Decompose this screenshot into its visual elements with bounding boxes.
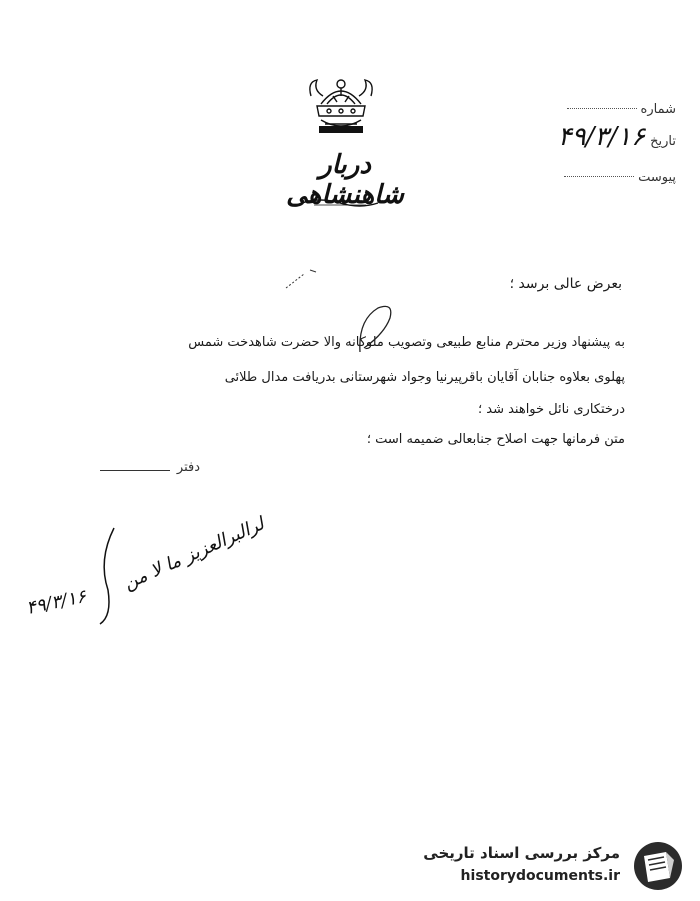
paragraph-line: درختکاری نائل خواهند شد ؛ [477, 402, 625, 417]
handwritten-loop [350, 300, 410, 360]
salutation: بعرض عالی برسد ؛ [509, 276, 622, 292]
document-archive-icon [630, 840, 686, 892]
attachment-line [564, 176, 634, 177]
pen-mark [282, 266, 322, 292]
watermark [400, 836, 690, 894]
paragraph-line: متن فرمانها جهت اصلاح جنابعالی ضمیمه است ؛ [366, 432, 625, 447]
court-name: دربار شاهنشاهی [286, 150, 404, 210]
signature-stroke [88, 520, 128, 630]
office-field [100, 460, 200, 480]
number-line [567, 108, 637, 109]
paragraph-line: پهلوی بعلاوه جنابان آقایان باقرپیرنیا وجواد شهرستانی بدریافت مدال طلائی [224, 370, 625, 385]
date-value: ۴۹/۳/۱۶ [557, 122, 646, 152]
date-field [506, 122, 676, 152]
attachment-field [506, 166, 676, 185]
crown-emblem [303, 74, 379, 144]
paragraph-line: به پیشنهاد وزیر محترم منابع طبیعی وتصویب ملوکانه والا حضرت شاهدخت شمس [188, 335, 625, 350]
attachment-label: پیوست [638, 170, 676, 185]
office-label: دفتر [176, 460, 200, 475]
number-label: شماره [640, 102, 676, 117]
watermark-url: historydocuments.ir [460, 868, 620, 884]
number-field [506, 98, 676, 117]
office-line [100, 470, 170, 471]
handwritten-signature: لرالبرالعزیز ما لا من [120, 513, 268, 595]
handwritten-date: ۴۹/۳/۱۶ [24, 585, 88, 620]
watermark-org-name: مرکز بررسی اسناد تاریخی [423, 844, 620, 862]
court-name-flourish [300, 196, 380, 210]
date-label: تاریخ [650, 134, 676, 149]
